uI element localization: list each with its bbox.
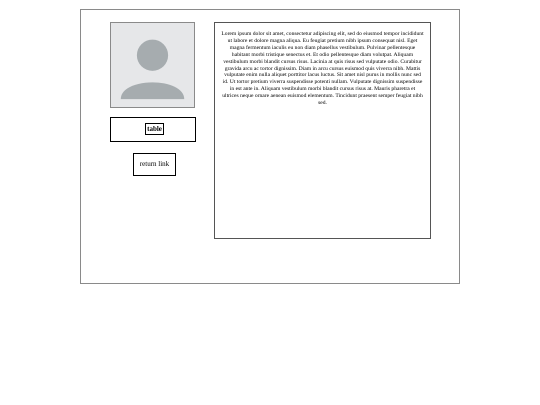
text-panel <box>214 22 431 239</box>
user-placeholder-icon <box>111 23 194 107</box>
table-label: table <box>145 123 164 135</box>
body-text: Lorem ipsum dolor sit amet, consectetur adipiscing elit, sed do eiusmod tempor incididunt ut labore et dolore magna aliqua. Eu feugiat pretium nibh ipsum consequat nisl. Eget magna fermentum iaculis eu non diam phasellus vestibulum. Pulvinar pellentesque habitant morbi tristique senectus et. Et odio pellentesque diam volutpat. Aliquam vestibulum morbi blandit cursus risus. Lacinia at quis risus sed vulputate odio. Curabitur gravida arcu ac tortor dignissim. Diam in arcu cursus euismod quis viverra nibh. Mattis vulputate enim nulla aliquet porttitor lacus luctus. Sit amet nisl purus in mollis nunc sed id. Ut tortor pretium viverra suspendisse potenti nullam. Vulputate dignissim suspendisse in est ante in. Aliquam vestibulum morbi blandit cursus risus at. Mauris pharetra et ultrices neque ornare aenean euismod elementum. Tincidunt praesent semper feugiat nibh sed. <box>221 31 424 107</box>
table-box <box>110 117 196 142</box>
avatar <box>110 22 195 108</box>
return-link[interactable]: return link <box>133 153 176 176</box>
